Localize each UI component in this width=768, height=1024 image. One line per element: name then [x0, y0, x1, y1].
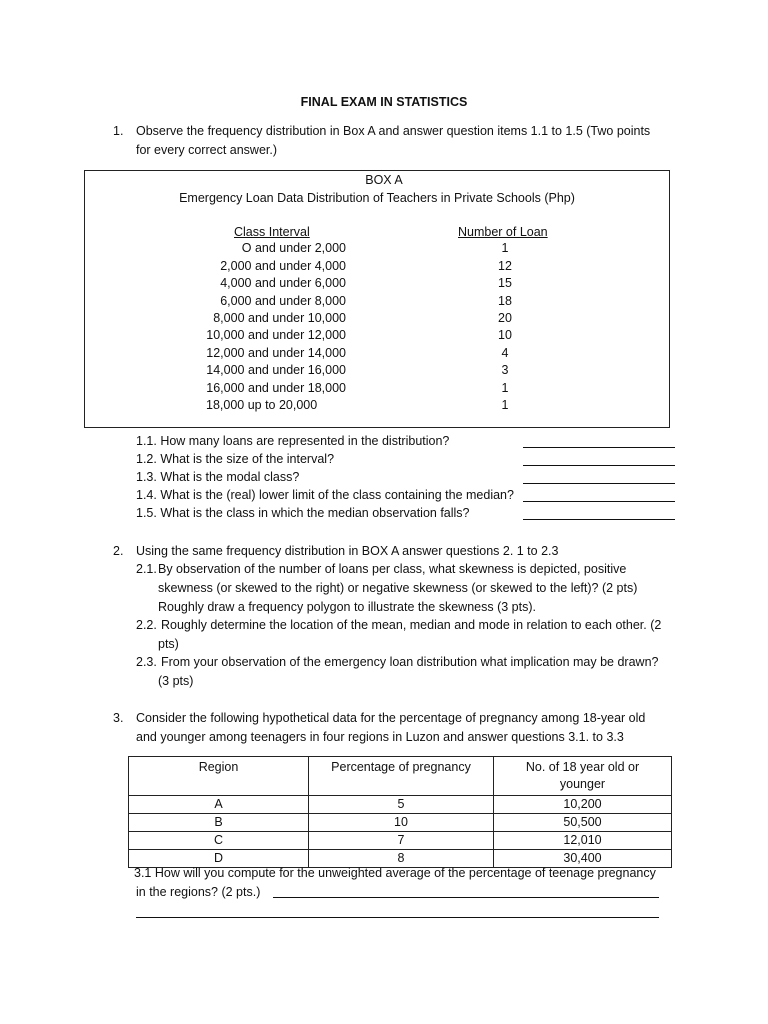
page-title: FINAL EXAM IN STATISTICS	[300, 95, 468, 109]
sub-question: 1.5. What is the class in which the median observation falls?	[136, 506, 470, 520]
class-interval: 16,000 and under 18,000	[206, 381, 346, 395]
sub-question: skewness (or skewed to the right) or negative skewness (or skewed to the left)? (2 pts)	[158, 581, 638, 595]
region-cell: D	[129, 850, 309, 868]
answer-blank[interactable]	[273, 885, 659, 898]
answer-blank[interactable]	[523, 435, 675, 448]
loan-count: 15	[498, 276, 512, 290]
class-interval: 18,000 up to 20,000	[206, 398, 318, 412]
sub-question: in the regions? (2 pts.)	[136, 885, 261, 899]
sub-question: (3 pts)	[158, 674, 194, 688]
percentage-cell: 10	[309, 814, 494, 832]
question-text: Observe the frequency distribution in Box A and answer question items 1.1 to 1.5 (Two points	[136, 124, 651, 138]
count-cell: 30,400	[494, 850, 672, 868]
answer-blank[interactable]	[523, 507, 675, 520]
answer-blank[interactable]	[523, 471, 675, 484]
question-number: 1.	[113, 124, 124, 138]
box-a-frame	[84, 170, 670, 428]
percentage-cell: 7	[309, 832, 494, 850]
box-label: BOX A	[365, 173, 403, 187]
table-row	[129, 814, 672, 832]
sub-question: 1.4. What is the (real) lower limit of the class containing the median?	[136, 488, 514, 502]
answer-blank[interactable]	[523, 489, 675, 502]
sub-question: pts)	[158, 637, 179, 651]
table-row	[129, 796, 672, 814]
answer-blank[interactable]	[136, 905, 659, 918]
question-text: Consider the following hypothetical data for the percentage of pregnancy among 18-year old	[136, 711, 646, 725]
region-cell: A	[129, 796, 309, 814]
sub-question: 1.2. What is the size of the interval?	[136, 452, 335, 466]
sub-question-number: 2.2.	[136, 618, 157, 632]
loan-count: 20	[498, 311, 512, 325]
sub-question: 3.1 How will you compute for the unweighted average of the percentage of teenage pregnancy	[134, 866, 656, 880]
question-number: 2.	[113, 544, 124, 558]
header-line: younger	[559, 777, 606, 791]
class-interval: 6,000 and under 8,000	[220, 294, 346, 308]
sub-question: Roughly draw a frequency polygon to illustrate the skewness (3 pts).	[158, 600, 536, 614]
loan-count: 1	[501, 398, 509, 412]
loan-count: 12	[498, 259, 512, 273]
column-header-class-interval: Class Interval	[234, 225, 310, 239]
sub-question: 1.1. How many loans are represented in the distribution?	[136, 434, 450, 448]
count-cell: 50,500	[494, 814, 672, 832]
count-cell: 10,200	[494, 796, 672, 814]
column-header-number-of-loan: Number of Loan	[458, 225, 548, 239]
class-interval: 4,000 and under 6,000	[220, 276, 346, 290]
class-interval: 12,000 and under 14,000	[206, 346, 346, 360]
region-cell: B	[129, 814, 309, 832]
class-interval: 10,000 and under 12,000	[206, 328, 346, 342]
sub-question: From your observation of the emergency loan distribution what implication may be drawn?	[161, 655, 659, 669]
table-header-row	[129, 757, 672, 796]
loan-count: 3	[501, 363, 509, 377]
sub-question: By observation of the number of loans per class, what skewness is depicted, positive	[158, 562, 627, 576]
region-cell: C	[129, 832, 309, 850]
sub-question-number: 2.3.	[136, 655, 157, 669]
question-text: Using the same frequency distribution in BOX A answer questions 2. 1 to 2.3	[136, 544, 559, 558]
class-interval: O and under 2,000	[241, 241, 346, 255]
column-header-region: Region	[129, 757, 309, 796]
class-interval: 14,000 and under 16,000	[206, 363, 346, 377]
loan-count: 4	[501, 346, 509, 360]
loan-count: 18	[498, 294, 512, 308]
loan-count: 1	[501, 381, 509, 395]
column-header-count	[494, 757, 672, 796]
column-header-percentage: Percentage of pregnancy	[309, 757, 494, 796]
class-interval: 2,000 and under 4,000	[220, 259, 346, 273]
pregnancy-data-table	[128, 756, 672, 868]
question-text: for every correct answer.)	[136, 143, 278, 157]
sub-question-number: 2.1.	[136, 562, 157, 576]
percentage-cell: 8	[309, 850, 494, 868]
sub-question: Roughly determine the location of the mean, median and mode in relation to each other. (2	[161, 618, 662, 632]
class-interval: 8,000 and under 10,000	[213, 311, 346, 325]
box-title: Emergency Loan Data Distribution of Teachers in Private Schools (Php)	[179, 191, 575, 205]
table-row	[129, 832, 672, 850]
loan-count: 1	[501, 241, 509, 255]
question-number: 3.	[113, 711, 124, 725]
percentage-cell: 5	[309, 796, 494, 814]
sub-question: 1.3. What is the modal class?	[136, 470, 300, 484]
answer-blank[interactable]	[523, 453, 675, 466]
question-text: and younger among teenagers in four regions in Luzon and answer questions 3.1. to 3.3	[136, 730, 624, 744]
count-cell: 12,010	[494, 832, 672, 850]
header-line: No. of 18 year old or	[525, 760, 640, 774]
loan-count: 10	[498, 328, 512, 342]
